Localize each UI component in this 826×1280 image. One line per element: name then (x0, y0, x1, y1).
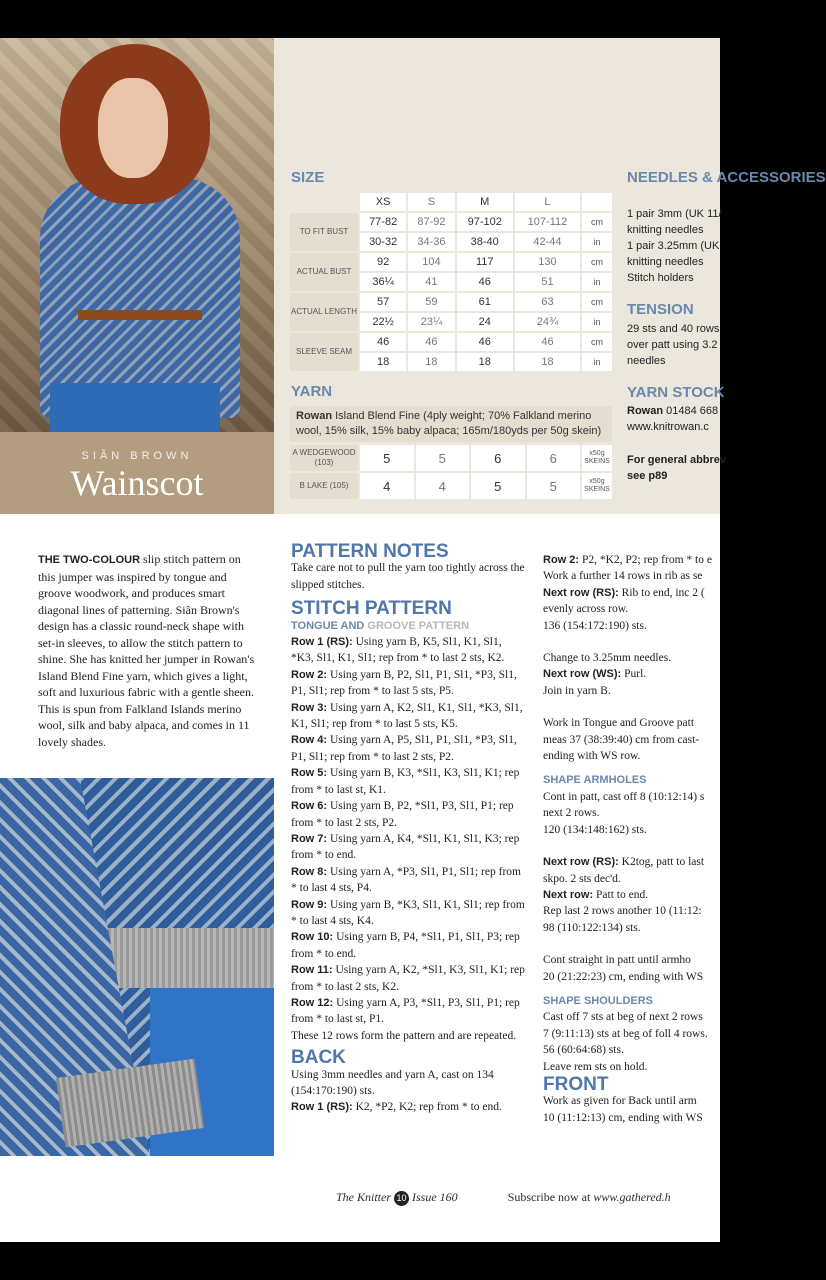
pattern-notes-text: Take care not to pull the yarn too tightly across the slipped stitches. (291, 562, 525, 591)
tension-heading: TENSION (627, 301, 694, 318)
size-table (288, 191, 614, 373)
cell: 42-44 (515, 233, 580, 251)
stitch-row: Row 6: Using yarn B, P2, *Sl1, P3, Sl1, P1; rep from * to last 2 sts, P2. (291, 800, 514, 829)
cell: 18 (457, 353, 513, 371)
cell: 36¼ (360, 273, 406, 291)
magazine-page (0, 38, 826, 1242)
cell: 46 (360, 333, 406, 351)
yarn-stock-heading: YARN STOCK (627, 384, 725, 401)
stitch-row: Row 5: Using yarn B, K3, *Sl1, K3, Sl1, K1; rep from * to last st, K1. (291, 767, 520, 796)
pattern-notes-heading: PATTERN NOTES (291, 541, 449, 562)
designer-name: SIÂN BROWN (81, 450, 193, 462)
tension-text: 29 sts and 40 rows over patt using 3.2 needles (627, 323, 720, 367)
yarn-stock-text: Rowan 01484 668 www.knitrowan.c (627, 405, 719, 433)
stitch-row: Row 11: Using yarn A, K2, *Sl1, K3, Sl1, K1; rep from * to last 2 sts, K2. (291, 964, 525, 993)
yarn-heading: YARN (291, 383, 333, 400)
cell: 5 (527, 473, 581, 499)
rows-end-text: These 12 rows form the pattern and are repeated. (291, 1029, 517, 1042)
cell: 5 (471, 473, 525, 499)
cell: 61 (457, 293, 513, 311)
stitch-row: Row 12: Using yarn A, P3, *Sl1, P3, Sl1, P1; rep from * to last st, P1. (291, 996, 520, 1026)
cell: 117 (457, 253, 513, 271)
unit: cm (582, 213, 612, 231)
cell: 18 (360, 353, 406, 371)
row-label: ACTUAL LENGTH (290, 293, 358, 331)
cell: 4 (360, 473, 414, 499)
page-footer (336, 1190, 720, 1206)
abbrev-note: For general abbrev see p89 (627, 454, 727, 482)
cell: 46 (408, 333, 454, 351)
unit: in (582, 233, 612, 251)
subscribe-link[interactable]: www.gathered.h (593, 1190, 671, 1204)
stitch-pattern-subheading: TONGUE AND GROOVE PATTERN (291, 619, 470, 632)
intro-paragraph: THE TWO-COLOUR slip stitch pattern on this jumper was inspired by tongue and groove woodwork, and produces smart diagonal lines of patterning. Siân Brown's design has a classic round-neck shape with set-in sleeves, to allow the stitch pattern to shine. She has knitted her jumper in Rowan's Island Blend Fine yarn, which gives a light, soft and luxurious fabric with a gentle sheen. This is spun from Falkland Islands merino wool, silk and baby alpaca, and comes in 11 lovely shades. (38, 552, 255, 749)
cell: 41 (408, 273, 454, 291)
cell: 46 (457, 273, 513, 291)
size-heading: SIZE (291, 169, 325, 186)
stitch-row: Row 8: Using yarn A, *P3, Sl1, P1, Sl1; rep from * to last 4 sts, P4. (291, 865, 521, 895)
stitch-pattern-heading: STITCH PATTERN (291, 598, 452, 620)
cell: 24 (457, 313, 513, 331)
row-label: SLEEVE SEAM (290, 333, 358, 371)
needles-list: 1 pair 3mm (UK 11/ knitting needles 1 pair 3.25mm (UK knitting needles Stitch holders (627, 208, 722, 284)
cell: 34-36 (408, 233, 454, 251)
size-l: L (515, 193, 580, 211)
cell: 24¾ (515, 313, 580, 331)
unit: cm (582, 333, 612, 351)
needles-heading: NEEDLES & ACCESSORIES (627, 169, 826, 186)
page-number: 10 (394, 1191, 409, 1206)
back-row: Row 1 (RS): K2, *P2, K2; rep from * to end. (291, 1101, 502, 1114)
back-heading: BACK (291, 1047, 346, 1069)
front-heading: FRONT (543, 1073, 609, 1095)
unit: in (582, 273, 612, 291)
cell: 6 (527, 445, 581, 471)
cell: 6 (471, 445, 525, 471)
back-text: Using 3mm needles and yarn A, cast on 134 (154:170:190) sts. (291, 1068, 494, 1097)
row-label: ACTUAL BUST (290, 253, 358, 291)
model-photo (0, 38, 274, 432)
cell: 59 (408, 293, 454, 311)
stitch-row: Row 9: Using yarn B, *K3, Sl1, K1, Sl1; rep from * to last 4 sts, K4. (291, 898, 525, 927)
cell: 18 (408, 353, 454, 371)
yarn-table (288, 443, 614, 501)
pattern-title: Wainscot (70, 463, 204, 503)
issue-label: Issue 160 (412, 1190, 458, 1204)
cell: 77-82 (360, 213, 406, 231)
cell: 57 (360, 293, 406, 311)
yarn-a-label: A WEDGEWOOD (103) (290, 445, 358, 471)
cell: 46 (457, 333, 513, 351)
cell: 5 (416, 445, 470, 471)
stitch-row: Row 10: Using yarn B, P4, *Sl1, P1, Sl1, P3; rep from * to end. (291, 931, 520, 960)
size-s: S (408, 193, 454, 211)
stitch-row: Row 7: Using yarn A, K4, *Sl1, K1, Sl1, K3; rep from * to end. (291, 832, 520, 862)
cell: 63 (515, 293, 580, 311)
unit: x50g SKEINS (582, 473, 612, 499)
magazine-name: The Knitter (336, 1190, 392, 1204)
size-m: M (457, 193, 513, 211)
row-label: TO FIT BUST (290, 213, 358, 251)
unit: cm (582, 253, 612, 271)
cell: 4 (416, 473, 470, 499)
yarn-description: Rowan Island Blend Fine (4ply weight; 70% Falkland merino wool, 15% silk, 15% baby alpaca; 165m/180yds per 50g skein) (290, 406, 612, 442)
shape-shoulders-heading: SHAPE SHOULDERS (543, 994, 654, 1007)
stitch-row: Row 4: Using yarn A, P5, Sl1, P1, Sl1, *P3, Sl1, P1, Sl1; rep from * to last 2 sts, P2. (291, 734, 517, 763)
unit: in (582, 353, 612, 371)
size-xs: XS (360, 193, 406, 211)
cell: 38-40 (457, 233, 513, 251)
cell: 5 (360, 445, 414, 471)
cell: 46 (515, 333, 580, 351)
cell: 104 (408, 253, 454, 271)
cell: 30-32 (360, 233, 406, 251)
unit: cm (582, 293, 612, 311)
instructions-column: Row 2: P2, *K2, P2; rep from * to e Work a further 14 rows in rib as se Next row (RS): Rib to end, inc 2 ( evenly across row. 136 (154:172:190) sts. Change to 3.25mm needles. Next row (WS): Purl. Join in yarn B. Work in Tongue and Groove patt meas 37 (38:39:40) cm from cast- ending with WS row. SHAPE ARMHOLES Cont in patt, cast off 8 (10:12:14) s next 2 rows. 120 (134:148:162) sts. Next row (RS): K2tog, patt to last skpo. 2 sts dec'd. Next row: Patt to end. Rep last 2 rows another 10 (11:12: 98 (110:122:134) sts. Cont straight in patt until armho 20 (21:22:23) cm, ending with WS SHAPE SHOULDERS Cast off 7 sts at beg of next 2 rows 7 (9:11:13) sts at beg of foll 4 rows. 56 (60:64:68) sts. Leave rem sts on hold. FRONT Work as given for Back until arm 10 (11:12:13) cm, ending with WS (543, 552, 720, 1126)
cell: 22½ (360, 313, 406, 331)
cell: 92 (360, 253, 406, 271)
cell: 107-112 (515, 213, 580, 231)
cell: 18 (515, 353, 580, 371)
sleeve-detail-photo (0, 778, 274, 1156)
cell: 87-92 (408, 213, 454, 231)
unit: in (582, 313, 612, 331)
stitch-row: Row 1 (RS): Using yarn B, K5, Sl1, K1, Sl1, *K3, Sl1, K1, Sl1; rep from * to last 2 sts, K2. (291, 636, 505, 665)
yarn-b-label: B LAKE (105) (290, 473, 358, 499)
cell: 97-102 (457, 213, 513, 231)
stitch-row: Row 3: Using yarn A, K2, Sl1, K1, Sl1, *K3, Sl1, K1, Sl1; rep from * to last 5 sts, K5. (291, 701, 523, 731)
unit: x50g SKEINS (582, 445, 612, 471)
subscribe-label: Subscribe now at (507, 1190, 594, 1204)
pattern-column (291, 541, 527, 1116)
cell: 51 (515, 273, 580, 291)
cell: 130 (515, 253, 580, 271)
cell: 23¼ (408, 313, 454, 331)
shape-armholes-heading: SHAPE ARMHOLES (543, 774, 647, 787)
stitch-row: Row 2: Using yarn B, P2, Sl1, P1, Sl1, *P3, Sl1, P1, Sl1; rep from * to last 5 sts, P5. (291, 668, 517, 698)
